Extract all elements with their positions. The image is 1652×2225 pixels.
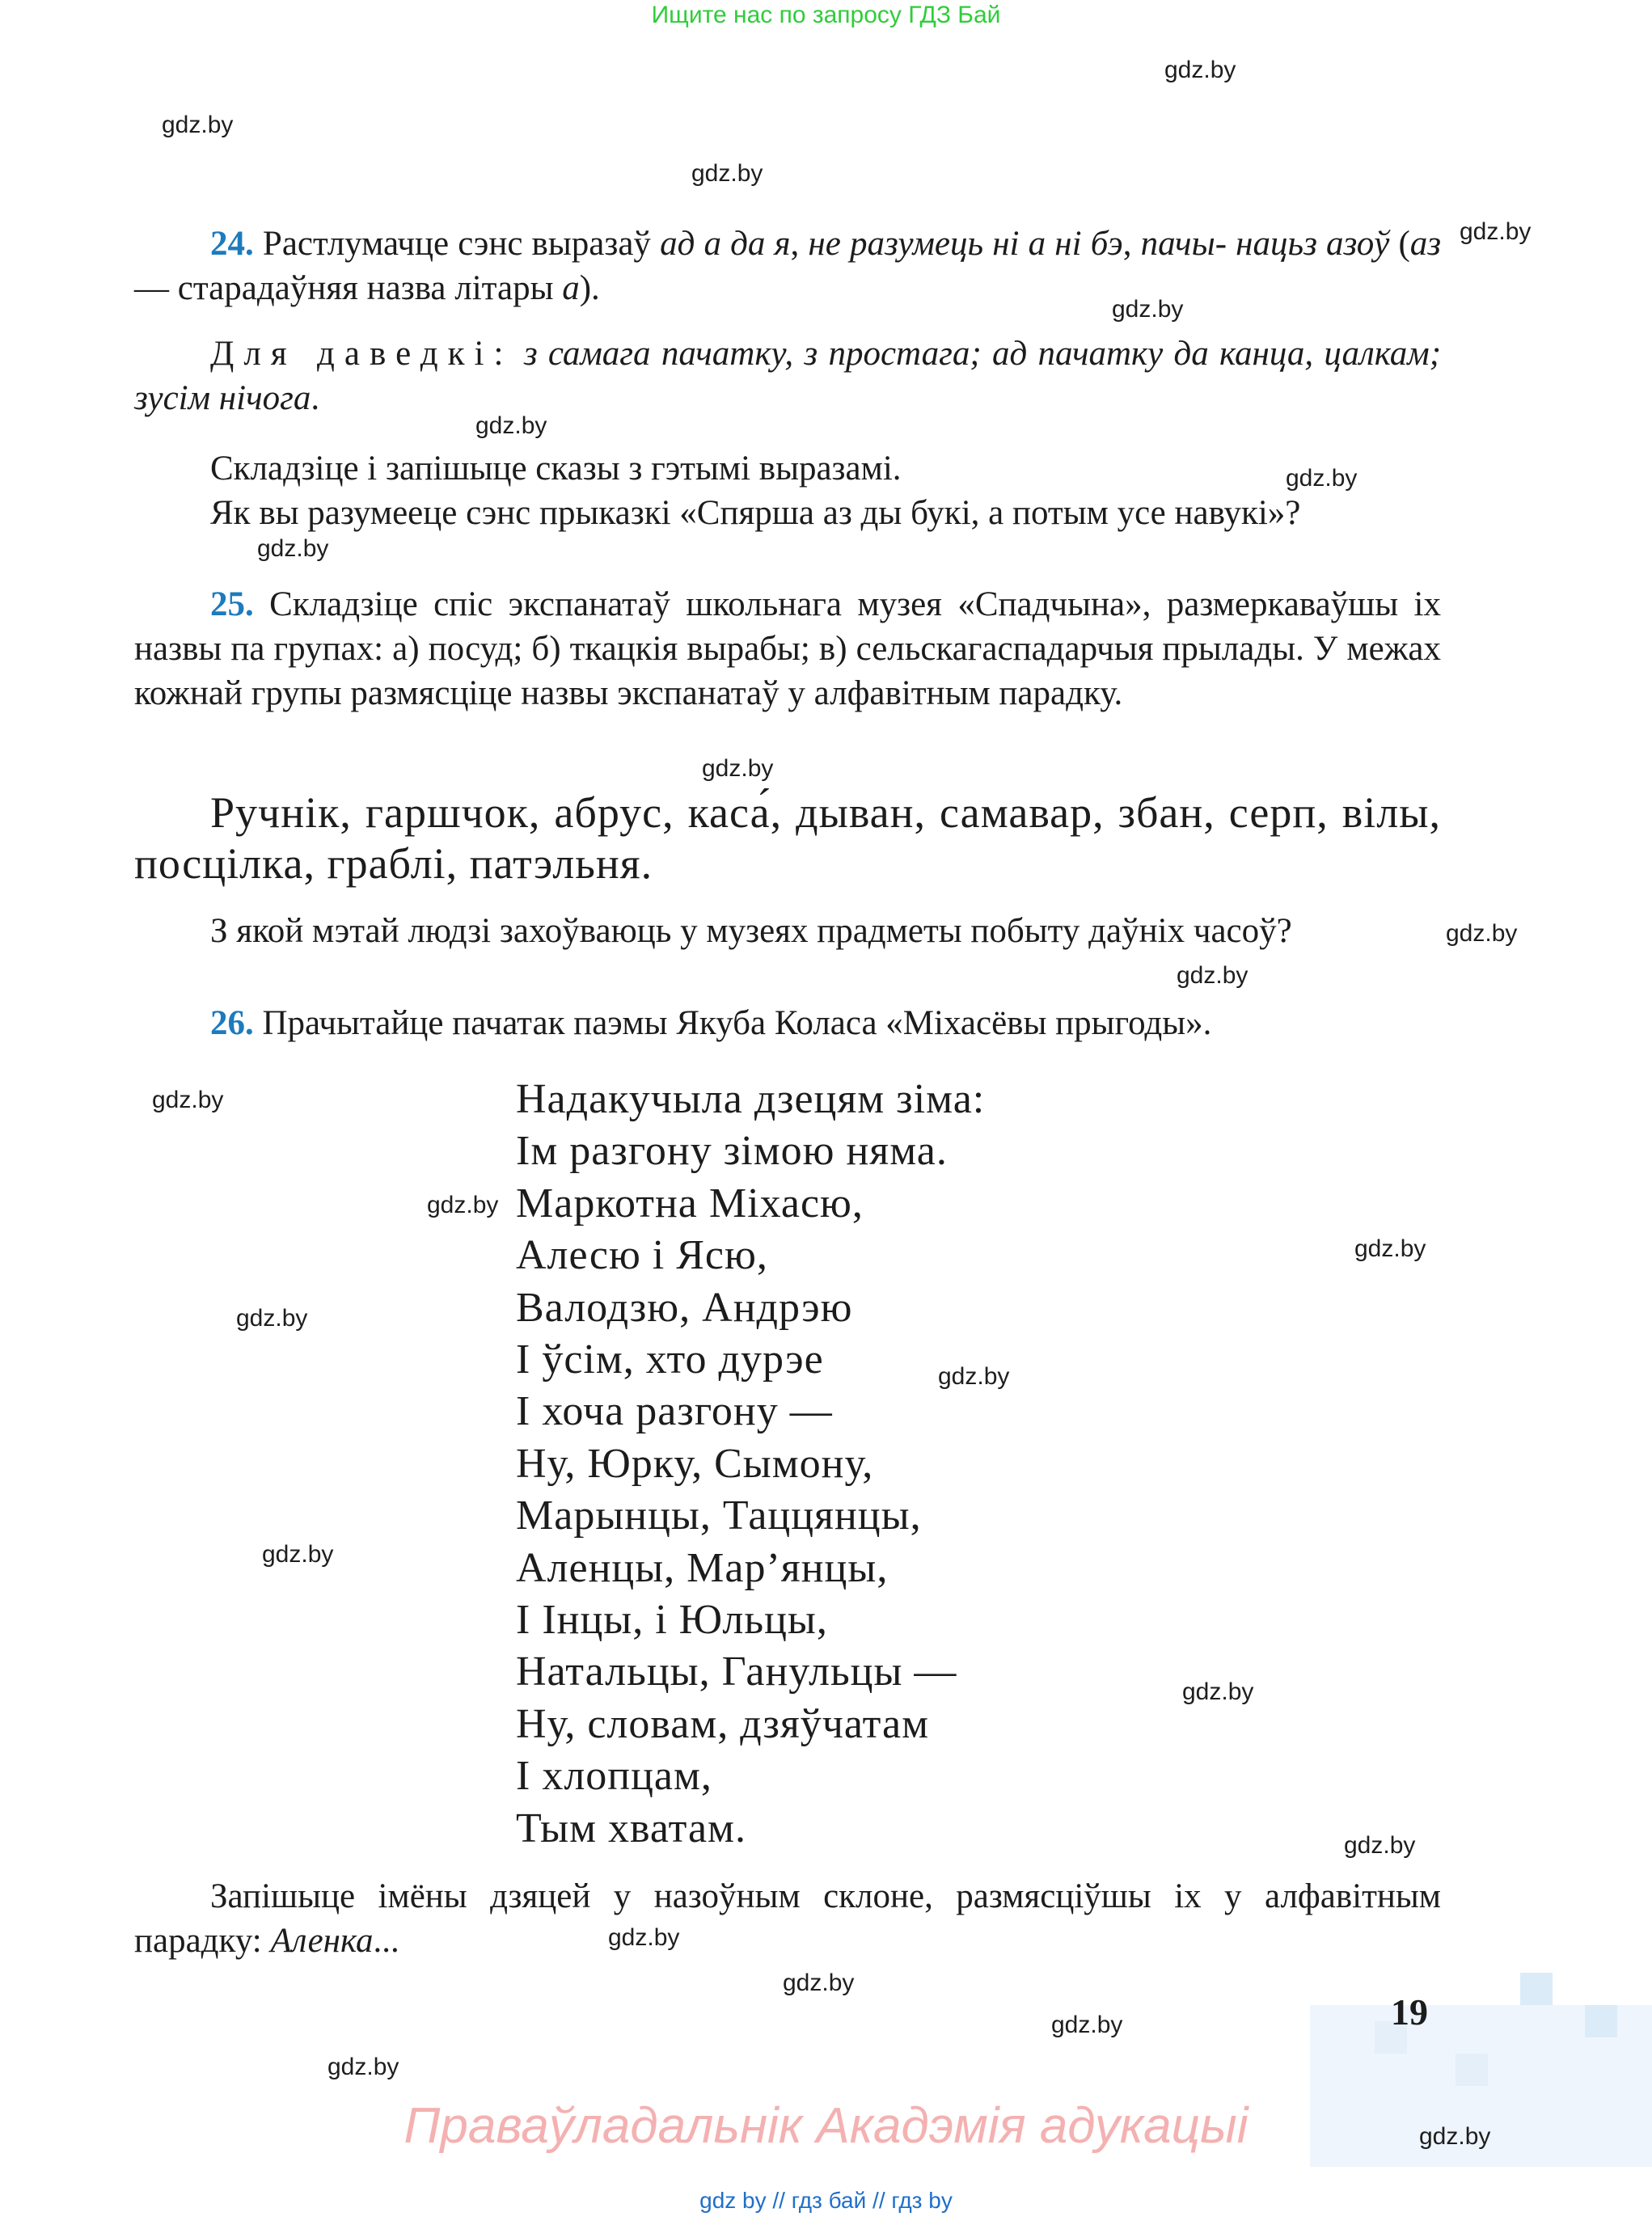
poem-line: Натальцы, Ганульцы — [516,1649,957,1695]
exercise-number: 25. [210,585,254,623]
poem-line: Ну, словам, дзяўчатам [516,1700,930,1747]
poem-line: Маркотна Міхасю, [516,1180,864,1226]
watermark: gdz.by [427,1192,499,1218]
top-banner[interactable]: Ищите нас по запросу ГДЗ Бай [651,2,1001,28]
watermark: gdz.by [327,2054,399,2080]
decor-square [1456,2054,1488,2086]
exercise-number: 26. [210,1004,254,1042]
exercise-26-task: Запішыце імёны дзяцей у назоўным склоне, размясціўшы іх у алфавітным парадку: Аленка... [134,1877,1441,1960]
decor-square [1585,2005,1617,2037]
publisher-watermark: Праваўладальнік Акадэмія адукацыі [403,2098,1249,2154]
poem-line: Ну, Юрку, Сымону, [516,1440,874,1487]
reference-box: Для даведкі: з самага пачатку, з простага; ад пачатку да канца, цалкам; зусім нічога. [134,335,1442,417]
watermark: gdz.by [691,160,763,187]
watermark: gdz.by [1164,57,1236,83]
watermark: gdz.by [162,112,234,138]
watermark: gdz.by [1112,296,1184,323]
exercise-26-text: 26. Прачытайце пачатак паэмы Якуба Коласа «Міхасёвы прыгоды». [210,1004,1212,1042]
watermark: gdz.by [1354,1235,1426,1262]
poem-line: Марынцы, Таццянцы, [516,1492,922,1539]
watermark: gdz.by [608,1924,680,1951]
watermark: gdz.by [1419,2123,1491,2150]
watermark: gdz.by [938,1363,1010,1390]
exercise-24-text: 24. Растлумачце сэнс выразаў ад а да я, не разумець ні а ні бэ, пачы- нацьз азоў (аз — старадаўняя назва літары а). [134,225,1442,307]
reference-text: з самага пачатку, з простага; ад пачатку да канца, цалкам; зусім нічога [134,335,1442,417]
watermark: gdz.by [702,755,774,782]
watermark: gdz.by [236,1305,308,1332]
poem-line: Валодзю, Андрэю [516,1284,853,1331]
poem-line: І ўсім, хто дурэе [516,1336,824,1383]
poem-line: Алесю і Ясю, [516,1232,768,1279]
bottom-banner[interactable]: gdz by // гдз бай // гдз by [699,2188,953,2213]
poem-line: Ім разгону зімою няма. [516,1128,948,1175]
decor-square [1520,1973,1553,2005]
watermark: gdz.by [1182,1678,1254,1705]
exercise-25-question: З якой мэтай людзі захоўваюць у музеях прадметы побыту даўніх часоў? [210,912,1292,950]
poem [516,1074,985,1855]
exercise-25-word-list: Ручнік, гаршчок, абрус, каса́, дыван, самавар, збан, серп, вілы, посцілка, граблі, патэльня. [134,788,1441,888]
poem-line: Тым хватам. [516,1805,746,1851]
poem-line: Надакучыла дзецям зіма: [516,1076,986,1122]
page-number: 19 [1391,1991,1428,2033]
watermark: gdz.by [262,1541,334,1568]
watermark: gdz.by [1286,465,1358,492]
exercise-24-task-1: Складзіце і запішыце сказы з гэтымі выразамі. [210,450,902,488]
watermark: gdz.by [1177,962,1249,989]
watermark: gdz.by [1460,218,1532,245]
watermark: gdz.by [1051,2012,1123,2038]
watermark: gdz.by [1446,920,1518,947]
exercise-number: 24. [210,225,254,263]
poem-line: І хлопцам, [516,1753,712,1800]
watermark: gdz.by [475,412,547,439]
reference-label: Для даведкі: [210,335,513,373]
poem-line: Аленцы, Мар’янцы, [516,1544,889,1591]
exercise-25-text: 25. Складзіце спіс экспанатаў школьнага музея «Спадчына», размеркаваўшы іх назвы па групах: а) посуд; б) ткацкія вырабы; в) сельскагаспадарчыя прылады. У межах кожнай групы размясціце назвы экспанатаў у алфавітным парадку. [134,585,1441,712]
watermark: gdz.by [257,535,329,562]
watermark: gdz.by [152,1087,224,1113]
poem-line: І хоча разгону — [516,1388,833,1435]
watermark: gdz.by [783,1970,855,1996]
poem-line: І Інцы, і Юльцы, [516,1597,828,1644]
exercise-24-task-2: Як вы разумееце сэнс прыказкі «Спярша аз ды букі, а потым усе навукі»? [210,494,1301,532]
watermark: gdz.by [1344,1832,1416,1859]
